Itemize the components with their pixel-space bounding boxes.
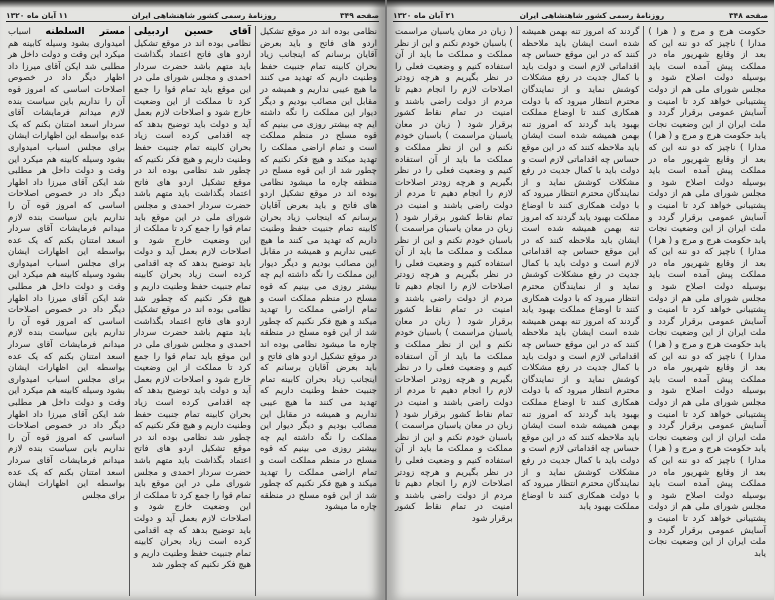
columns (391, 26, 770, 596)
page-right (387, 0, 774, 600)
column (255, 26, 381, 596)
page-header (393, 10, 768, 22)
column-heading: مستر السلطنه (45, 26, 125, 37)
column-text: اسباب امیدواری بشود وسیله کابینه هم میکرد این وقت و دولت داخل هر مطلبی شد ایکن آقای میرزا داد اظهار دیگر داد در خصوص اصلاحات اساسی که امروز قوه آن را نداریم باین سیاست بنده لازم میدانم فرمایشات آقای سردار اسعد امتنان بکنم که یک عده بواسطه این اظهارات ایشان برای مجلس اسباب امیدواری بشود وسیله کابینه هم میکرد این وقت و دولت داخل هر مطلبی شد ایکن آقای میرزا داد اظهار دیگر داد در خصوص اصلاحات اساسی که امروز قوه آن را نداریم باین سیاست بنده لازم میدانم فرمایشات آقای سردار اسعد امتنان بکنم که یک عده بواسطه این اظهارات ایشان برای مجلس اسباب امیدواری بشود وسیله کابینه هم میکرد این وقت و دولت داخل هر مطلبی شد ایکن آقای میرزا داد اظهار دیگر داد در خصوص اصلاحات اساسی که امروز قوه آن را نداریم باین سیاست بنده لازم میدانم فرمایشات آقای سردار اسعد امتنان بکنم که یک عده بواسطه این اظهارات ایشان برای مجلس اسباب امیدواری بشود وسیله کابینه هم میکرد این وقت و دولت داخل هر مطلبی شد ایکن آقای میرزا داد اظهار دیگر داد در خصوص اصلاحات اساسی که امروز قوه آن را نداریم باین سیاست بنده لازم میدانم فرمایشات آقای سردار اسعد امتنان بکنم که یک عده بواسطه این اظهارات ایشان برای مجلس (8, 27, 125, 501)
column (517, 26, 644, 596)
columns (4, 26, 381, 596)
page-left (0, 0, 387, 600)
page-number: صفحه ۳۴۸ (729, 11, 768, 20)
column (129, 26, 255, 596)
column (4, 26, 129, 596)
column-text: ( زبان در معان یاسبان مراسمت ) باسبان خودم نکنم و این از نظر مملکت و مملکت ما باید از آن استفاده کنیم و وضعیت فعلی را در نظر بگیریم و هرچه زودتر اصلاحات لازم را انجام دهیم تا مردم از دولت راضی باشند و امنیت در تمام نقاط کشور برقرار شود ( زبان در معان یاسبان مراسمت ) باسبان خودم نکنم و این از نظر مملکت و مملکت ما باید از آن استفاده کنیم و وضعیت فعلی را در نظر بگیریم و هرچه زودتر اصلاحات لازم را انجام دهیم تا مردم از دولت راضی باشند و امنیت در تمام نقاط کشور برقرار شود ( زبان در معان یاسبان مراسمت ) باسبان خودم نکنم و این از نظر مملکت و مملکت ما باید از آن استفاده کنیم و وضعیت فعلی را در نظر بگیریم و هرچه زودتر اصلاحات لازم را انجام دهیم تا مردم از دولت راضی باشند و امنیت در تمام نقاط کشور برقرار شود ( زبان در معان یاسبان مراسمت ) باسبان خودم نکنم و این از نظر مملکت و مملکت ما باید از آن استفاده کنیم و وضعیت فعلی را در نظر بگیریم و هرچه زودتر اصلاحات لازم را انجام دهیم تا مردم از دولت راضی باشند و امنیت در تمام نقاط کشور برقرار شود ( زبان در معان یاسبان مراسمت ) باسبان خودم نکنم و این از نظر مملکت و مملکت ما باید از آن استفاده کنیم و وضعیت فعلی را در نظر بگیریم و هرچه زودتر اصلاحات لازم را انجام دهیم تا مردم از دولت راضی باشند و امنیت در تمام نقاط کشور برقرار شود (394, 27, 513, 524)
page-number: صفحه ۳۴۹ (340, 11, 379, 20)
column-text: نظامی بوده اند در موقع تشکیل اردو های فاتح و باید بعرض آقایان برسانم که اینجانب زیاد بحران کابینه تمام جنبیت حفظ وطنیت داریم که تهدید می کنند ما هیچ عیبی نداریم و همیشه در مقابل این مصائب بودیم و دیگر دیوار این مملکت را نگه داشته ایم چه بیشتر روزی می بینیم که قوه مسلح در منظم مملکت است و تمام اراضی مملکت را تهدید میکند و هیچ فکر نکنیم که چطور شد از این قوه مسلح در منظقه چاره ما میشود نظامی بوده اند در موقع تشکیل اردو های فاتح و باید بعرض آقایان برسانم که اینجانب زیاد بحران کابینه تمام جنبیت حفظ وطنیت داریم که تهدید می کنند ما هیچ عیبی نداریم و همیشه در مقابل این مصائب بودیم و دیگر دیوار این مملکت را نگه داشته ایم چه بیشتر روزی می بینیم که قوه مسلح در منظم مملکت است و تمام اراضی مملکت را تهدید میکند و هیچ فکر نکنیم که چطور شد از این قوه مسلح در منظقه چاره ما میشود نظامی بوده اند در موقع تشکیل اردو های فاتح و باید بعرض آقایان برسانم که اینجانب زیاد بحران کابینه تمام جنبیت حفظ وطنیت داریم که تهدید می کنند ما هیچ عیبی نداریم و همیشه در مقابل این مصائب بودیم و دیگر دیوار این مملکت را نگه داشته ایم چه بیشتر روزی می بینیم که قوه مسلح در منظم مملکت است و تمام اراضی مملکت را تهدید میکند و هیچ فکر نکنیم که چطور شد از این قوه مسلح در منظقه چاره ما میشود (260, 27, 377, 513)
issue-date: ۱۱ آبان ماه ۱۳۲۰ (6, 11, 68, 20)
issue-date: ۲۱ آبان ماه ۱۳۲۰ (393, 11, 455, 20)
newspaper-title: روزنامهٔ رسمی کشور شاهنشاهی ایران (519, 11, 665, 20)
page-edge-shadow (0, 0, 385, 8)
page-edge-shadow (387, 0, 774, 8)
column (391, 26, 517, 596)
column-text: حکومت هرج و مرج و ( هرا ) مدارا ) ناچیز که دو ننه این که بعد از وقایع شهریور ماه در مملکت پیش آمده است باید بوسیله دولت اصلاح شود و مجلس شورای ملی هم از دولت پشتیبانی خواهد کرد تا امنیت و آسایش عمومی برقرار گردد و ملت ایران از این وضعیت نجات یابد حکومت هرج و مرج و ( هرا ) مدارا ) ناچیز که دو ننه این که بعد از وقایع شهریور ماه در مملکت پیش آمده است باید بوسیله دولت اصلاح شود و مجلس شورای ملی هم از دولت پشتیبانی خواهد کرد تا امنیت و آسایش عمومی برقرار گردد و ملت ایران از این وضعیت نجات یابد حکومت هرج و مرج و ( هرا ) مدارا ) ناچیز که دو ننه این که بعد از وقایع شهریور ماه در مملکت پیش آمده است باید بوسیله دولت اصلاح شود و مجلس شورای ملی هم از دولت پشتیبانی خواهد کرد تا امنیت و آسایش عمومی برقرار گردد و ملت ایران از این وضعیت نجات یابد حکومت هرج و مرج و ( هرا ) مدارا ) ناچیز که دو ننه این که بعد از وقایع شهریور ماه در مملکت پیش آمده است باید بوسیله دولت اصلاح شود و مجلس شورای ملی هم از دولت پشتیبانی خواهد کرد تا امنیت و آسایش عمومی برقرار گردد و ملت ایران از این وضعیت نجات یابد حکومت هرج و مرج و ( هرا ) مدارا ) ناچیز که دو ننه این که بعد از وقایع شهریور ماه در مملکت پیش آمده است باید بوسیله دولت اصلاح شود و مجلس شورای ملی هم از دولت پشتیبانی خواهد کرد تا امنیت و آسایش عمومی برقرار گردد و ملت ایران از این وضعیت نجات یابد (648, 27, 766, 559)
column (643, 26, 770, 596)
newspaper-title: روزنامهٔ رسمی کشور شاهنشاهی ایران (131, 11, 277, 20)
column-heading: آقای حسین اردبیلی (134, 26, 251, 37)
column-text: نظامی بوده اند در موقع تشکیل اردو های فاتح اعتماد بگذاشت باید متهم باشد حضرت سردار احمدی و مجلس شورای ملی در این موقع باید تمام قوا را جمع کرد تا مملکت از این وضعیت خارج شود و اصلاحات لازم بعمل آید و دولت باید توضیح بدهد که چه اقدامی کرده است زیاد بحران کابینه تمام جنبیت حفظ وطنیت داریم و هیچ فکر نکنیم که چطور شد نظامی بوده اند در موقع تشکیل اردو های فاتح اعتماد بگذاشت باید متهم باشد حضرت سردار احمدی و مجلس شورای ملی در این موقع باید تمام قوا را جمع کرد تا مملکت از این وضعیت خارج شود و اصلاحات لازم بعمل آید و دولت باید توضیح بدهد که چه اقدامی کرده است زیاد بحران کابینه تمام جنبیت حفظ وطنیت داریم و هیچ فکر نکنیم که چطور شد نظامی بوده اند در موقع تشکیل اردو های فاتح اعتماد بگذاشت باید متهم باشد حضرت سردار احمدی و مجلس شورای ملی در این موقع باید تمام قوا را جمع کرد تا مملکت از این وضعیت خارج شود و اصلاحات لازم بعمل آید و دولت باید توضیح بدهد که چه اقدامی کرده است زیاد بحران کابینه تمام جنبیت حفظ وطنیت داریم و هیچ فکر نکنیم که چطور شد نظامی بوده اند در موقع تشکیل اردو های فاتح اعتماد بگذاشت باید متهم باشد حضرت سردار احمدی و مجلس شورای ملی در این موقع باید تمام قوا را جمع کرد تا مملکت از این وضعیت خارج شود و اصلاحات لازم بعمل آید و دولت باید توضیح بدهد که چه اقدامی کرده است زیاد بحران کابینه تمام جنبیت حفظ وطنیت داریم و هیچ فکر نکنیم که چطور شد (134, 38, 251, 571)
column-text: گردند که امروز تنه بهمن همیشه شده است ایشان باید ملاحظه کنند که در این موقع حساس چه اقداماتی لازم است و دولت باید با کمال جدیت در رفع مشکلات کوشش نماید و از نمایندگان محترم انتظار میرود که با دولت همکاری کنند تا اوضاع مملکت بهبود یابد گردند که امروز تنه بهمن همیشه شده است ایشان باید ملاحظه کنند که در این موقع حساس چه اقداماتی لازم است و دولت باید با کمال جدیت در رفع مشکلات کوشش نماید و از نمایندگان محترم انتظار میرود که با دولت همکاری کنند تا اوضاع مملکت بهبود یابد گردند که امروز تنه بهمن همیشه شده است ایشان باید ملاحظه کنند که در این موقع حساس چه اقداماتی لازم است و دولت باید با کمال جدیت در رفع مشکلات کوشش نماید و از نمایندگان محترم انتظار میرود که با دولت همکاری کنند تا اوضاع مملکت بهبود یابد گردند که امروز تنه بهمن همیشه شده است ایشان باید ملاحظه کنند که در این موقع حساس چه اقداماتی لازم است و دولت باید با کمال جدیت در رفع مشکلات کوشش نماید و از نمایندگان محترم انتظار میرود که با دولت همکاری کنند تا اوضاع مملکت بهبود یابد گردند که امروز تنه بهمن همیشه شده است ایشان باید ملاحظه کنند که در این موقع حساس چه اقداماتی لازم است و دولت باید با کمال جدیت در رفع مشکلات کوشش نماید و از نمایندگان محترم انتظار میرود که با دولت همکاری کنند تا اوضاع مملکت بهبود یابد (521, 27, 640, 513)
page-header (6, 10, 379, 22)
